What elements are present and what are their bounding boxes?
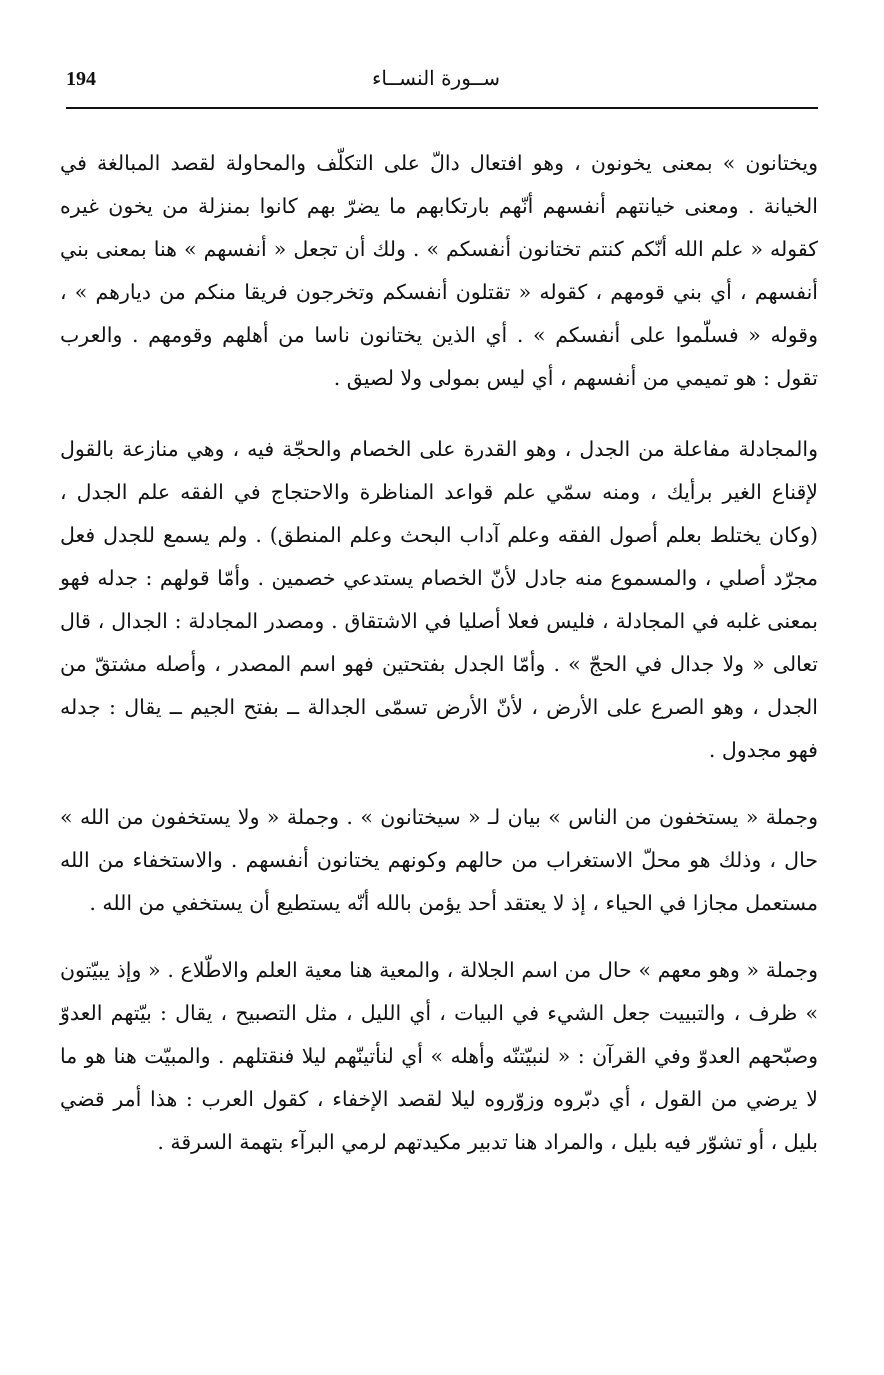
header-divider [66,107,818,109]
page-number: 194 [66,68,96,90]
paragraph-1: ويختانون » بمعنى يخونون ، وهو افتعال دالّ على التكلّف والمحاولة لقصد المبالغة في الخيانة . ومعنى خيانتهم أنفسهم أنّهم بارتكابهم ما يضرّ بهم كانوا بمنزلة من يخون غيره كقوله « علم الله أنّكم كنتم تختانون أنفسكم » . ولك أن تجعل « أنفسهم » هنا بمعنى بني أنفسهم ، أي بني قومهم ، كقوله « تقتلون أنفسكم وتخرجون فريقا منكم من ديارهم » ، وقوله « فسلّموا على أنفسكم » . أي الذين يختانون ناسا من أهلهم وقومهم . والعرب تقول : هو تميمي من أنفسهم ، أي ليس بمولى ولا لصيق . [60,151,818,390]
paragraph-4: وجملة « وهو معهم » حال من اسم الجلالة ، والمعية هنا معية العلم والاطّلاع . « وإذ يبيّتون » ظرف ، والتبييت جعل الشيء في البيات ، أي الليل ، مثل التصبيح ، يقال : بيّتهم العدوّ وصبّحهم العدوّ وفي القرآن : « لنبيّتنّه وأهله » أي لنأتينّهم ليلا فنقتلهم . والمبيّت هنا هو ما لا يرضي من القول ، أي دبّروه وزوّروه ليلا لقصد الإخفاء ، كقول العرب : هذا أمر قضي بليل ، أو تشوّر فيه بليل ، والمراد هنا تدبير مكيدتهم لرمي البرآء بتهمة السرقة . [60,958,818,1154]
page-body [60,142,818,1164]
paragraph-3: وجملة « يستخفون من الناس » بيان لـ « سيختانون » . وجملة « ولا يستخفون من الله » حال ، وذلك هو محلّ الاستغراب من حالهم وكونهم يختانون أنفسهم . والاستخفاء من الله مستعمل مجازا في الحياء ، إذ لا يعتقد أحد يؤمن بالله أنّه يستطيع أن يستخفي من الله . [60,805,818,915]
running-title: ســورة النســاء [371,66,501,90]
page-header [66,62,818,102]
paragraph-2: والمجادلة مفاعلة من الجدل ، وهو القدرة على الخصام والحجّة فيه ، وهي منازعة بالقول لإقناع الغير برأيك ، ومنه سمّي علم قواعد المناظرة والاحتجاج في الفقه علم الجدل ، (وكان يختلط بعلم أصول الفقه وعلم آداب البحث وعلم المنطق) . ولم يسمع للجدل فعل مجرّد أصلي ، والمسموع منه جادل لأنّ الخصام يستدعي خصمين . وأمّا قولهم : جدله فهو بمعنى غلبه في المجادلة ، فليس فعلا أصليا في الاشتقاق . ومصدر المجادلة : الجدال ، قال تعالى « ولا جدال في الحجّ » . وأمّا الجدل بفتحتين فهو اسم المصدر ، وأصله مشتقّ من الجدل ، وهو الصرع على الأرض ، لأنّ الأرض تسمّى الجدالة ــ بفتح الجيم ــ يقال : جدله فهو مجدول . [60,437,818,762]
